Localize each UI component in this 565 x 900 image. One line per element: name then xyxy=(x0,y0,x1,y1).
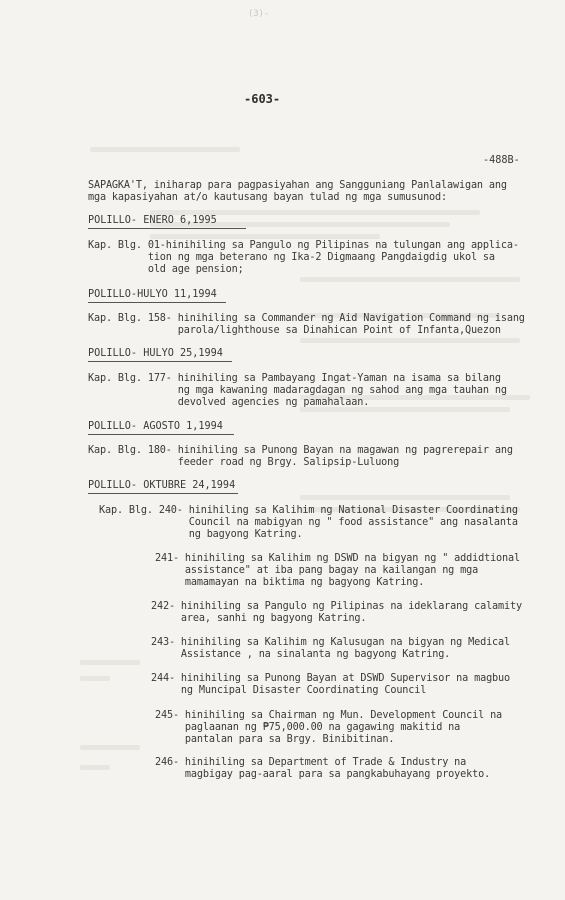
section-heading-text: POLILLO- AGOSTO 1,1994 xyxy=(88,421,223,432)
resolution-line: magbigay pag-aaral para sa pangkabuhayang proyekto. xyxy=(155,769,491,780)
resolution-line: 244- hinihiling sa Punong Bayan at DSWD Supervisor na magbuo xyxy=(151,673,511,684)
top-mark: (3)- xyxy=(248,9,270,19)
bleed-through-mark xyxy=(300,338,520,343)
heading-underline xyxy=(88,228,246,229)
section-heading-text: POLILLO- HULYO 25,1994 xyxy=(88,348,223,359)
resolution-line: 242- hinihiling sa Pangulo ng Pilipinas na ideklarang calamity xyxy=(151,601,522,612)
resolution-line: Kap. Blg. 01-hinihiling sa Pangulo ng Pilipinas na tulungan ang applica- xyxy=(88,240,519,251)
resolution-line: assistance" at iba pang bagay na kailangan ng mga xyxy=(155,565,479,576)
document-reference: -488B- xyxy=(483,155,520,166)
heading-underline xyxy=(88,302,226,303)
section-heading-text: POLILLO- OKTUBRE 24,1994 xyxy=(88,480,236,491)
resolution-line: 241- hinihiling sa Kalihim ng DSWD na bigyan ng " addidtional xyxy=(155,553,520,564)
bleed-through-mark xyxy=(80,660,140,665)
heading-underline xyxy=(88,361,232,362)
resolution-line: 246- hinihiling sa Department of Trade & Industry na xyxy=(155,757,467,768)
resolution-line: ng Muncipal Disaster Coordinating Council xyxy=(151,685,427,696)
resolution-line: tion ng mga beterano ng Ika-2 Digmaang Pangdaigdig ukol sa xyxy=(88,252,495,263)
section-heading xyxy=(88,348,223,360)
resolution-line: ng mga kawaning madaragdagan ng sahod ang mga tauhan ng xyxy=(88,385,507,396)
resolution-line: 245- hinihiling sa Chairman ng Mun. Development Council na xyxy=(155,710,503,721)
resolution-line: Kap. Blg. 158- hinihiling sa Commander ng Aid Navigation Command ng isang xyxy=(88,313,525,324)
heading-underline xyxy=(88,434,234,435)
bleed-through-mark xyxy=(300,277,520,282)
resolution-line: paglaanan ng ₱75,000.00 na gagawing makitid na xyxy=(155,722,461,733)
resolution-line: mamamayan na biktima ng bagyong Katring. xyxy=(155,577,425,588)
bleed-through-mark xyxy=(90,147,240,152)
resolution-line: 243- hinihiling sa Kalihim ng Kalusugan na bigyan ng Medical xyxy=(151,637,511,648)
bleed-through-mark xyxy=(80,745,140,750)
resolution-line: pantalan para sa Brgy. Binibitinan. xyxy=(155,734,395,745)
resolution-line: Kap. Blg. 177- hinihiling sa Pambayang Ingat-Yaman na isama sa bilang xyxy=(88,373,501,384)
resolution-line: old age pension; xyxy=(88,264,244,275)
intro-line-2: mga kapasiyahan at/o kautusang bayan tulad ng mga sumusunod: xyxy=(88,192,448,203)
resolution-line: devolved agencies ng pamahalaan. xyxy=(88,397,370,408)
section-heading-text: POLILLO- ENERO 6,1995 xyxy=(88,215,217,226)
heading-underline xyxy=(88,493,238,494)
resolution-line: Assistance , na sinalanta ng bagyong Katring. xyxy=(151,649,451,660)
resolution-line: feeder road ng Brgy. Salipsip-Luluong xyxy=(88,457,400,468)
page-number: -603- xyxy=(244,92,281,106)
bleed-through-mark xyxy=(80,765,110,770)
resolution-line: area, sanhi ng bagyong Katring. xyxy=(151,613,367,624)
resolution-line: Kap. Blg. 180- hinihiling sa Punong Bayan na magawan ng pagrerepair ang xyxy=(88,445,513,456)
bleed-through-mark xyxy=(300,495,510,500)
section-heading xyxy=(88,289,217,301)
intro-line-1: SAPAGKA'T, iniharap para pagpasiyahan ang Sangguniang Panlalawigan ang xyxy=(88,180,507,191)
resolution-line: Council na mabigyan ng " food assistance" ang nasalanta xyxy=(99,517,518,528)
bleed-through-mark xyxy=(80,676,110,681)
resolution-line: Kap. Blg. 240- hinihiling sa Kalihim ng National Disaster Coordinating xyxy=(99,505,518,516)
bleed-through-mark xyxy=(150,234,380,239)
section-heading xyxy=(88,215,217,227)
section-heading xyxy=(88,421,223,433)
section-heading-text: POLILLO-HULYO 11,1994 xyxy=(88,289,217,300)
resolution-line: parola/lighthouse sa Dinahican Point of Infanta,Quezon xyxy=(88,325,501,336)
resolution-line: ng bagyong Katring. xyxy=(99,529,303,540)
section-heading xyxy=(88,480,235,492)
